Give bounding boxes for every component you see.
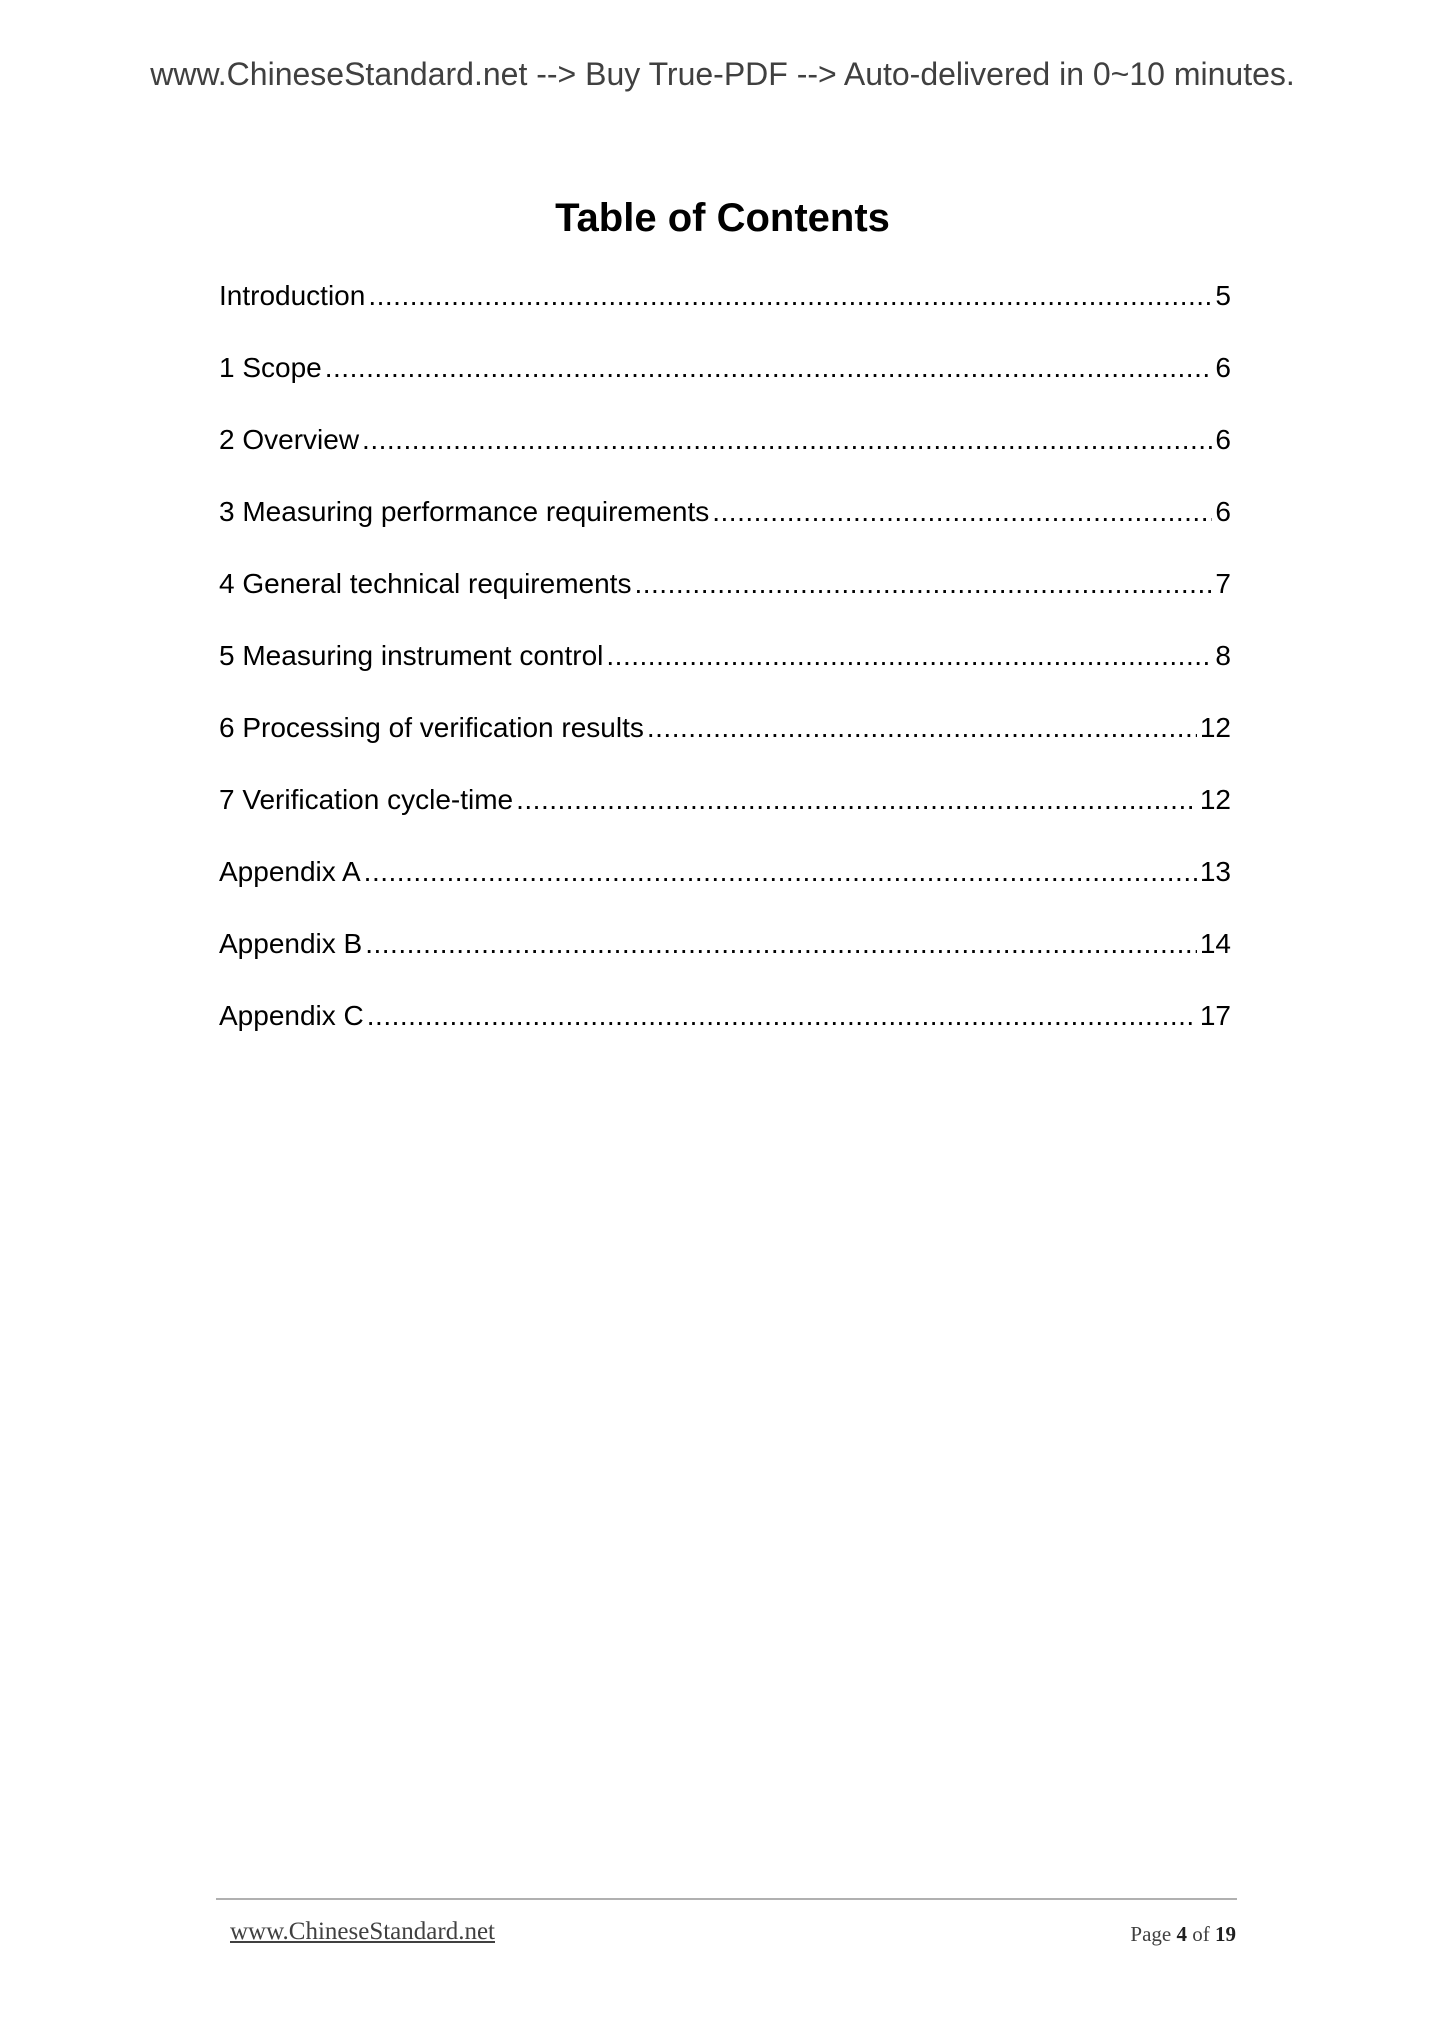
page-current: 4 [1176,1922,1187,1946]
toc-entry-label: Appendix C [219,1000,364,1031]
toc-entry-overview[interactable] [219,424,1231,496]
toc-entry-page: 12 [1199,712,1231,743]
toc-dot-leader [365,928,1197,960]
toc-entry-label: 2 Overview [219,424,360,455]
toc-entry-label: 6 Processing of verification results [219,712,644,743]
toc-entry-page: 7 [1215,568,1231,599]
toc-entry-introduction[interactable] [219,280,1231,352]
toc-entry-label: 1 Scope [219,352,322,383]
toc-list [219,280,1231,1072]
toc-entry-page: 13 [1199,856,1231,887]
page-total: 19 [1215,1922,1236,1946]
toc-entry-page: 17 [1199,1000,1231,1031]
toc-dot-leader [647,712,1197,744]
footer-divider [216,1898,1237,1900]
toc-entry-page: 5 [1215,280,1231,311]
toc-entry-label: 4 General technical requirements [219,568,632,599]
toc-entry-scope[interactable] [219,352,1231,424]
toc-entry-label: Introduction [219,280,366,311]
toc-entry-general-technical[interactable] [219,568,1231,640]
toc-dot-leader [712,496,1212,528]
toc-entry-instrument-control[interactable] [219,640,1231,712]
toc-entry-measuring-performance[interactable] [219,496,1231,568]
toc-entry-page: 6 [1215,496,1231,527]
toc-dot-leader [364,856,1197,888]
toc-dot-leader [606,640,1212,672]
toc-entry-page: 8 [1215,640,1231,671]
toc-entry-label: Appendix A [219,856,361,887]
toc-entry-appendix-a[interactable] [219,856,1231,928]
toc-dot-leader [325,352,1213,384]
toc-dot-leader [368,280,1212,312]
top-banner[interactable]: www.ChineseStandard.net --> Buy True-PDF --> Auto-delivered in 0~10 minutes. [150,56,1295,92]
page-number [1130,1922,1236,1947]
page-prefix: Page [1130,1922,1172,1946]
toc-dot-leader [367,1000,1197,1032]
toc-entry-label: Appendix B [219,928,363,959]
toc-dot-leader [516,784,1197,816]
footer-site-link[interactable]: www.ChineseStandard.net [230,1918,495,1945]
toc-entry-label: 3 Measuring performance requirements [219,496,710,527]
toc-entry-page: 6 [1215,352,1231,383]
toc-entry-label: 7 Verification cycle-time [219,784,514,815]
toc-dot-leader [362,424,1212,456]
toc-entry-page: 12 [1199,784,1231,815]
toc-entry-appendix-c[interactable] [219,1000,1231,1072]
page-title: Table of Contents [555,196,890,240]
toc-entry-page: 14 [1199,928,1231,959]
toc-entry-verification-cycle[interactable] [219,784,1231,856]
page-separator: of [1192,1922,1210,1946]
toc-dot-leader [634,568,1212,600]
toc-entry-appendix-b[interactable] [219,928,1231,1000]
toc-entry-verification-results[interactable] [219,712,1231,784]
toc-entry-label: 5 Measuring instrument control [219,640,604,671]
toc-entry-page: 6 [1215,424,1231,455]
